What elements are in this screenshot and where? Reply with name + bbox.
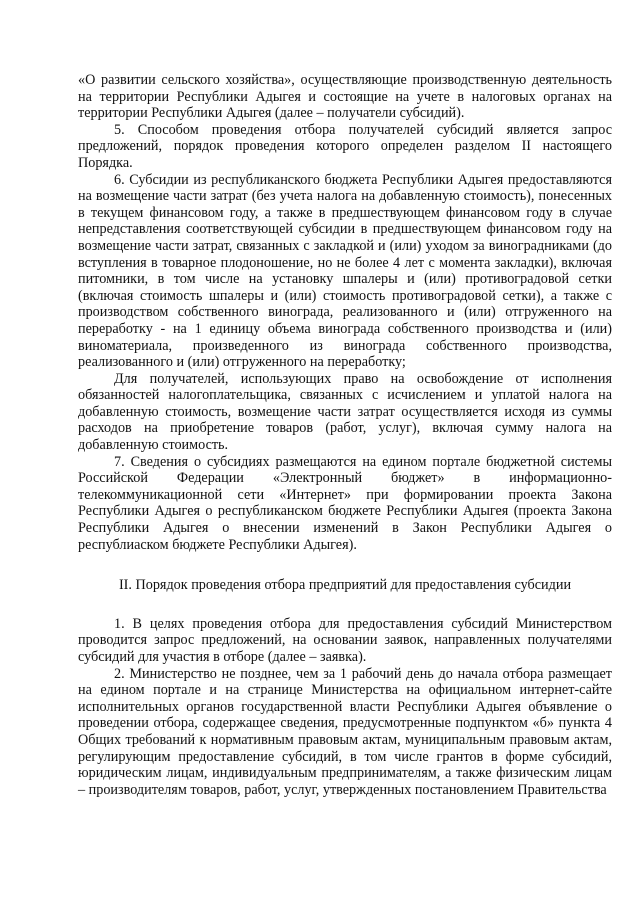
paragraph-section2-item-1: 1. В целях проведения отбора для предоставления субсидий Министерством проводится запрос предложений, на основании заявок, направленных получателями субсидий для участия в отборе (далее – заявка). [78, 615, 612, 665]
paragraph-item-5: 5. Способом проведения отбора получателей субсидий является запрос предложений, порядок проведения которого определен разделом II настоящего Порядка. [78, 121, 612, 171]
section-heading: II. Порядок проведения отбора предприятий для предоставления субсидии [118, 577, 572, 594]
paragraph-item-7: 7. Сведения о субсидиях размещаются на едином портале бюджетной системы Российской Федерации «Электронный бюджет» в информационно-телекоммуникационной сети «Интернет» при формировании проекта Закона Республики Адыгея о республиканском бюджете Республики Адыгея (проекта Закона Республики Адыгея о внесении изменений в Закон Республики Адыгея о республиаском бюджете Республики Адыгея). [78, 453, 612, 553]
paragraph-section2-item-2: 2. Министерство не позднее, чем за 1 рабочий день до начала отбора размещает на едином портале и на странице Министерства на официальном интернет-сайте исполнительных органов государственной власти Республики Адыгея объявление о проведении отбора, содержащее сведения, предусмотренные подпунктом «б» пункта 4 Общих требований к нормативным правовым актам, муниципальным правовым актам, регулирующим предоставление субсидий, в том числе грантов в форме субсидий, юридическим лицам, индивидуальным предпринимателям, а также физическим лицам – производителям товаров, работ, услуг, утвержденных постановлением Правительства [78, 665, 612, 798]
paragraph-continuation: «О развитии сельского хозяйства», осуществляющие производственную деятельность на территории Республики Адыгея и состоящие на учете в налоговых органах на территории Республики Адыгея (далее – получатели субсидий). [78, 72, 612, 122]
paragraph-item-6: 6. Субсидии из республиканского бюджета Республики Адыгея предоставляются на возмещение части затрат (без учета налога на добавленную стоимость), понесенных в текущем финансовом году, а также в предшествующем финансовом году в случае непредставления соответствующей субсидии в предшествующем финансовом году на возмещение части затрат, связанных с закладкой и (или) уходом за виноградниками (до вступления в товарное плодоношение, но не более 4 лет с момента закладки), включая питомники, в том числе на установку шпалеры и (или) противоградовой сетки (включая стоимость шпалеры и (или) стоимость противоградовой сетки), а также с производством собственного винограда, реализованного и (или) отгруженного на переработку - на 1 единицу объема винограда собственного производства и (или) виноматериала, произведенного из винограда собственного производства, реализованного и (или) отгруженного на переработку; [78, 171, 612, 371]
document-page [78, 72, 612, 798]
paragraph-vat-exemption: Для получателей, использующих право на освобождение от исполнения обязанностей налогоплательщика, связанных с исчислением и уплатой налога на добавленную стоимость, возмещение части затрат осуществляется исходя из суммы расходов на приобретение товаров (работ, услуг), включая сумму налога на добавленную стоимость. [78, 370, 612, 454]
